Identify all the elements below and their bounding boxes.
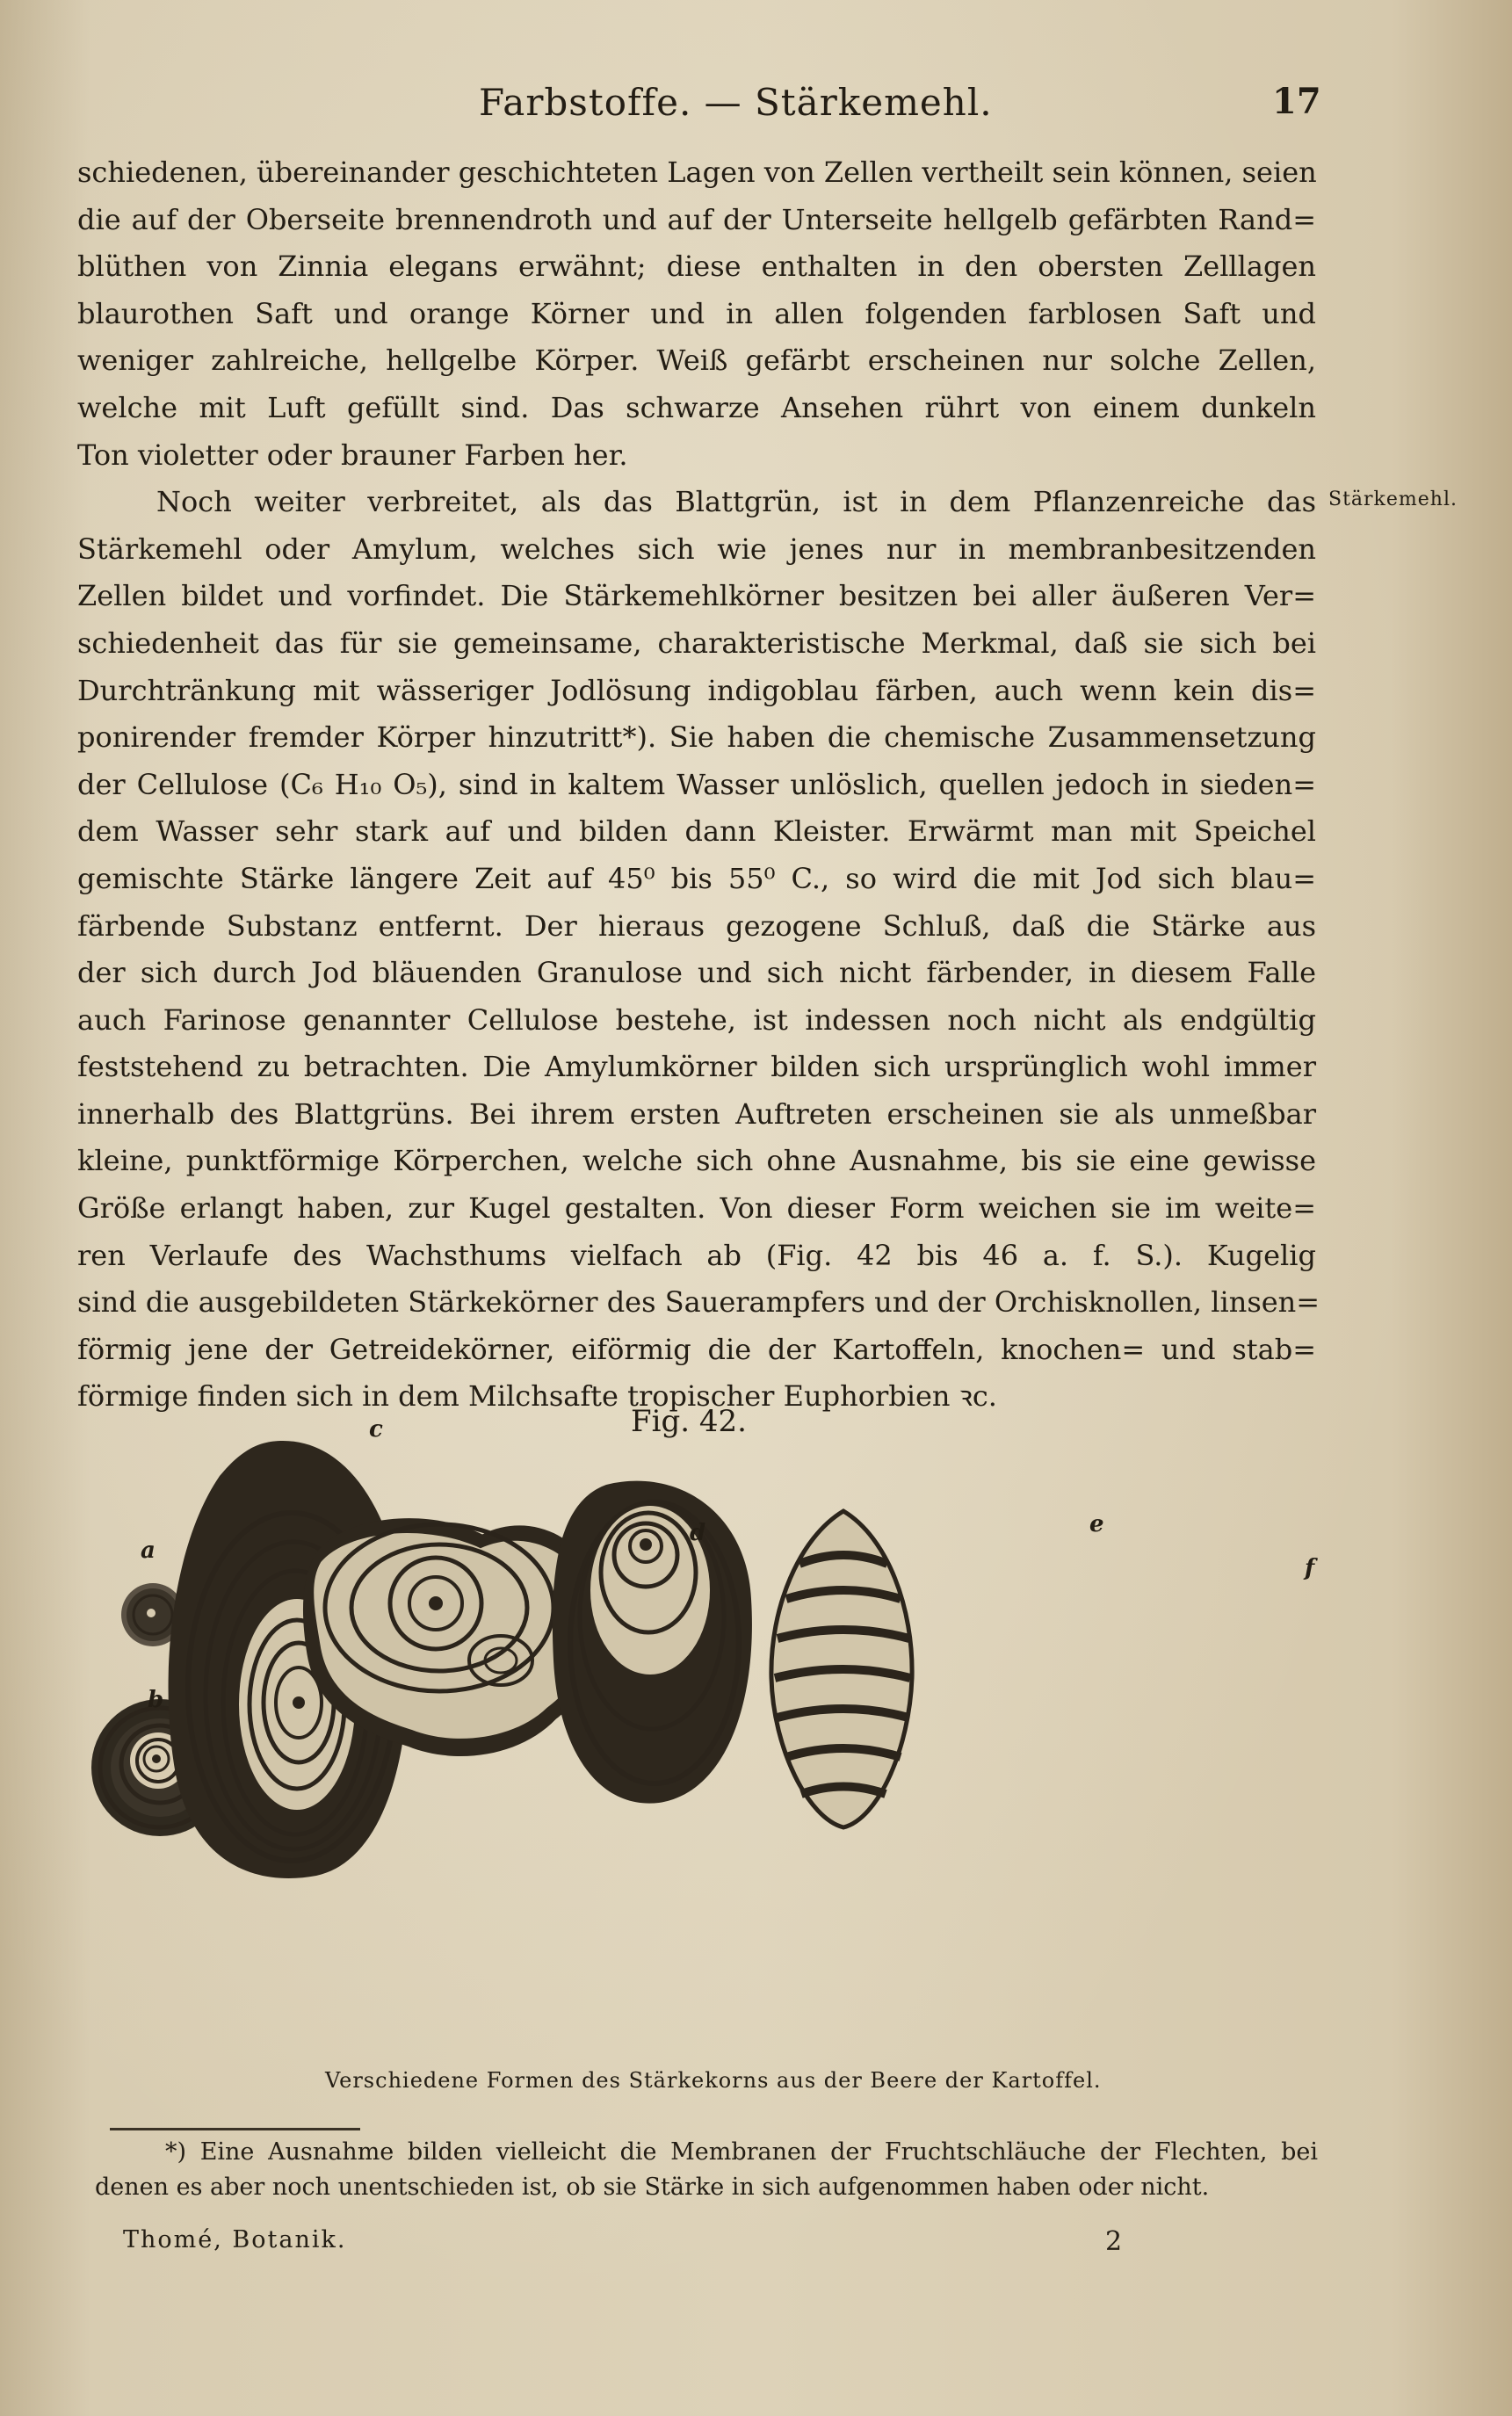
text-line: der Cellulose (C₆ H₁₀ O₅), sind in kaltem Wasser unlöslich, quellen jedoch in sieden=: [77, 767, 1316, 801]
text-line: Zellen bildet und vorfindet. Die Stärkemehlkörner besitzen bei aller äußeren Ver=: [77, 579, 1316, 613]
text-line: kleine, punktförmige Körperchen, welche sich ohne Ausnahme, bis sie eine gewisse: [77, 1144, 1316, 1178]
text-line: welche mit Luft gefüllt sind. Das schwarze Ansehen rührt von einem dunkeln: [77, 390, 1316, 424]
starch-grain-illustration: [79, 1423, 1397, 1915]
figure-label-f: f: [1305, 1555, 1315, 1581]
figure-label-b: b: [148, 1687, 164, 1713]
footnote-line: denen es aber noch unentschieden ist, ob sie Stärke in sich aufgenommen haben oder nicht.: [95, 2174, 1210, 2201]
running-title: Farbstoffe. — Stärkemehl.: [479, 81, 993, 124]
text-line: dem Wasser sehr stark auf und bilden dann Kleister. Erwärmt man mit Speichel: [77, 814, 1316, 849]
body-text: [77, 149, 1320, 1421]
text-line: innerhalb des Blattgrüns. Bei ihrem ersten Auftreten erscheinen sie als unmeßbar: [77, 1096, 1316, 1131]
margin-note: Stärkemehl.: [1328, 488, 1458, 510]
text-line: schiedenheit das für sie gemeinsame, charakteristische Merkmal, daß sie sich bei: [77, 626, 1316, 660]
text-line: färbende Substanz entfernt. Der hieraus gezogene Schluß, daß die Stärke aus: [77, 908, 1316, 943]
footnote-line: *) Eine Ausnahme bilden vielleicht die Membranen der Fruchtschläuche der Flechten, bei: [165, 2138, 1318, 2166]
figure-label-e: e: [1089, 1511, 1104, 1537]
text-line: weniger zahlreiche, hellgelbe Körper. Weiß gefärbt erscheinen nur solche Zellen,: [77, 344, 1316, 378]
figure-label-d: d: [690, 1520, 706, 1546]
page-footer: [0, 2226, 1512, 2261]
page-header: [0, 81, 1512, 134]
printer-signature: Thomé, Botanik.: [123, 2226, 347, 2253]
figure-label-a: a: [141, 1537, 156, 1564]
text-line: die auf der Oberseite brennendroth und auf der Unterseite hellgelb gefärbten Rand=: [77, 202, 1316, 236]
text-line: der sich durch Jod bläuenden Granulose und sich nicht färbender, in diesem Falle: [77, 956, 1316, 990]
signature-mark: 2: [1105, 2226, 1123, 2257]
footnote: [95, 2135, 1318, 2205]
text-line: Größe erlangt haben, zur Kugel gestalten. Von dieser Form weichen sie im weite=: [77, 1191, 1316, 1226]
text-line: Ton violetter oder brauner Farben her.: [77, 438, 628, 472]
text-line: ren Verlaufe des Wachsthums vielfach ab (Fig. 42 bis 46 a. f. S.). Kugelig: [77, 1238, 1316, 1272]
text-line: auch Farinose genannter Cellulose bestehe, ist indessen noch nicht als endgültig: [77, 1002, 1316, 1037]
figure-label-c: c: [369, 1416, 383, 1443]
text-line: Durchtränkung mit wässeriger Jodlösung indigoblau färben, auch wenn kein dis=: [77, 673, 1316, 707]
grain-e: [553, 1481, 752, 1804]
text-line: gemischte Stärke längere Zeit auf 45⁰ bis 55⁰ C., so wird die mit Jod sich blau=: [77, 861, 1316, 895]
grain-f: [771, 1511, 912, 1827]
text-line: Noch weiter verbreitet, als das Blattgrün, ist in dem Pflanzenreiche das: [156, 485, 1316, 519]
text-line: blüthen von Zinnia elegans erwähnt; diese enthalten in den obersten Zelllagen: [77, 250, 1316, 284]
page-number: 17: [1272, 81, 1321, 122]
figure-caption: Verschiedene Formen des Stärkekorns aus der Beere der Kartoffel.: [325, 2068, 1102, 2093]
text-line: förmig jene der Getreidekörner, eiförmig die der Kartoffeln, knochen= und stab=: [77, 1332, 1316, 1366]
text-line: ponirender fremder Körper hinzutritt*). Sie haben die chemische Zusammensetzung: [77, 720, 1316, 755]
text-line: blaurothen Saft und orange Körner und in allen folgenden farblosen Saft und: [77, 296, 1316, 330]
text-line: feststehend zu betrachten. Die Amylumkörner bilden sich ursprünglich wohl immer: [77, 1050, 1316, 1084]
text-line: schiedenen, übereinander geschichteten Lagen von Zellen vertheilt sein können, seien: [77, 156, 1317, 189]
text-line: förmige finden sich in dem Milchsafte tropischer Euphorbien ꝛc.: [77, 1379, 997, 1414]
footnote-rule: [110, 2128, 360, 2130]
text-line: sind die ausgebildeten Stärkekörner des Sauerampfers und der Orchisknollen, linsen=: [77, 1285, 1320, 1320]
figure-title: Fig. 42.: [631, 1404, 747, 1439]
text-line: Stärkemehl oder Amylum, welches sich wie jenes nur in membranbesitzenden: [77, 532, 1316, 566]
